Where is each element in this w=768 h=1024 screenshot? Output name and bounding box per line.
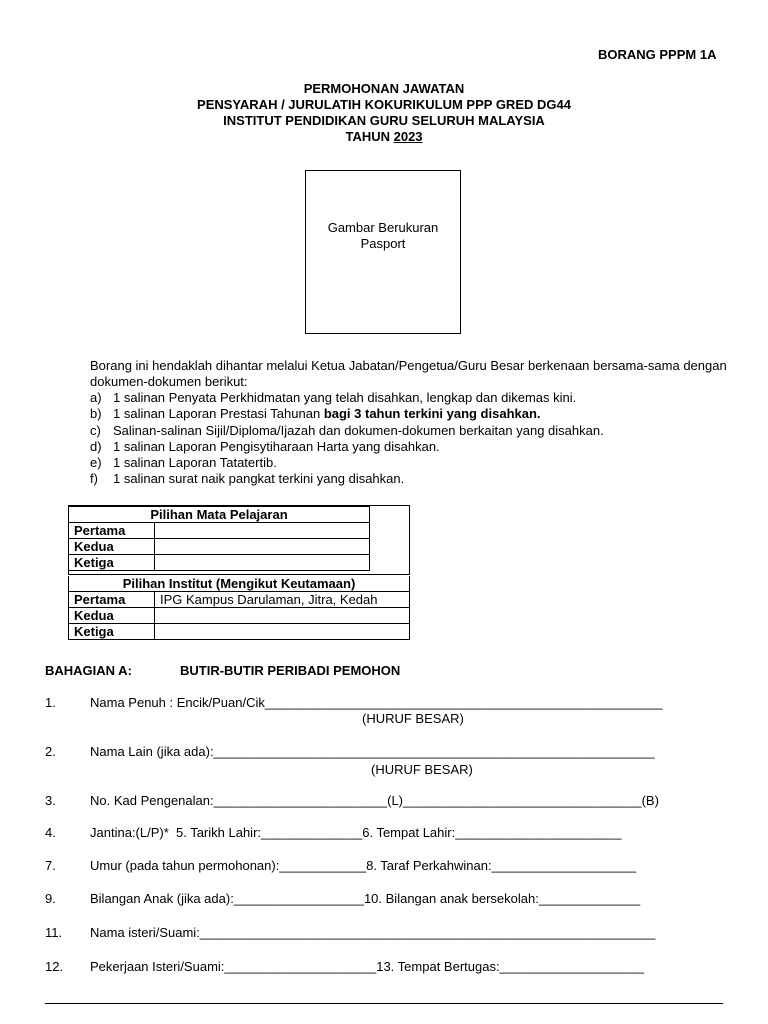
photo-caption-line2: Pasport [360, 236, 406, 251]
subject-choice-1-field[interactable] [155, 523, 370, 539]
section-a-title: BUTIR-BUTIR PERIBADI PEMOHON [180, 663, 401, 678]
institute-table-title: Pilihan Institut (Mengikut Keutamaan) [69, 576, 410, 592]
item-marker: a) [90, 390, 102, 405]
item-text: 1 salinan Laporan Prestasi Tahunan [113, 406, 324, 422]
field-text[interactable]: Umur (pada tahun permohonan):____________8. Taraf Perkahwinan:____________________ [90, 858, 637, 873]
item-text: 1 salinan Penyata Perkhidmatan yang telah disahkan, lengkap dan dikemas kini. [113, 390, 577, 405]
item-text: 1 salinan Laporan Pengisytiharaan Harta yang disahkan. [113, 438, 440, 454]
document-item [90, 423, 730, 439]
field-text[interactable]: Nama isteri/Suami:_______________________________________________________________ [90, 925, 656, 940]
field-text[interactable]: No. Kad Pengenalan:________________________(L)_________________________________(B) [90, 793, 659, 808]
field-number: 4. [45, 825, 56, 840]
table-row [69, 592, 410, 608]
field-number: 1. [45, 695, 56, 710]
header-year [0, 129, 768, 145]
field-text[interactable]: Pekerjaan Isteri/Suami:_____________________13. Tempat Bertugas:____________________ [90, 959, 645, 974]
choice-label: Ketiga [69, 555, 155, 571]
header-position: PENSYARAH / JURULATIH KOKURIKULUM PPP GRED DG44 [197, 97, 571, 112]
field-text[interactable]: Bilangan Anak (jika ada):__________________10. Bilangan anak bersekolah:______________ [90, 891, 641, 906]
field-number: 2. [45, 744, 56, 759]
field-gender-dob-pob[interactable] [45, 824, 725, 842]
field-number: 9. [45, 891, 56, 906]
photo-box-caption [306, 220, 460, 252]
choice-label: Kedua [69, 608, 155, 624]
institute-choice-table [68, 576, 410, 640]
field-number: 11. [45, 925, 63, 940]
subject-table-title: Pilihan Mata Pelajaran [69, 507, 370, 523]
field-age-marital[interactable] [45, 857, 725, 875]
choice-label: Ketiga [69, 624, 155, 640]
field-full-name[interactable] [45, 694, 725, 712]
section-a-label: BAHAGIAN A: [45, 663, 132, 678]
document-item [90, 455, 730, 471]
year-label: TAHUN [345, 129, 394, 144]
item-marker: f) [90, 471, 98, 487]
subject-choice-3-field[interactable] [155, 555, 370, 571]
caps-hint: (HURUF BESAR) [362, 711, 464, 726]
choice-label: Kedua [69, 539, 155, 555]
document-list [90, 390, 730, 488]
subject-choice-2-field[interactable] [155, 539, 370, 555]
field-text[interactable]: Jantina:(L/P)* 5. Tarikh Lahir:______________6. Tempat Lahir:_______________________ [90, 825, 622, 840]
table-row [69, 608, 410, 624]
table-row [69, 523, 370, 539]
field-spouse-job[interactable] [45, 958, 725, 976]
document-item [90, 439, 730, 455]
item-marker: d) [90, 438, 102, 454]
header-title: PERMOHONAN JAWATAN [303, 81, 465, 96]
document-item [90, 390, 730, 406]
field-number: 3. [45, 793, 56, 808]
form-code: BORANG PPPM 1A [598, 47, 717, 62]
field-text[interactable]: Nama Penuh : Encik/Puan/Cik_______________________________________________________ [90, 695, 663, 710]
passport-photo-box[interactable] [305, 170, 461, 334]
document-item [90, 406, 730, 422]
item-marker: c) [90, 422, 101, 438]
caps-hint: (HURUF BESAR) [371, 762, 473, 777]
page-divider [45, 1003, 723, 1004]
choice-label: Pertama [69, 523, 155, 539]
table-row [69, 539, 370, 555]
field-spouse-name[interactable] [45, 924, 725, 942]
institute-choice-1-field[interactable]: IPG Kampus Darulaman, Jitra, Kedah [155, 592, 410, 608]
item-emphasis: bagi 3 tahun terkini yang disahkan. [323, 406, 541, 422]
year-value: 2023 [393, 129, 423, 144]
field-number: 12. [45, 959, 64, 974]
item-text: Salinan-salinan Sijil/Diploma/Ijazah dan dokumen-dokumen berkaitan yang disahkan. [113, 422, 604, 438]
field-children[interactable] [45, 890, 725, 908]
item-text: 1 salinan surat naik pangkat terkini yang disahkan. [113, 471, 405, 487]
institute-choice-2-field[interactable] [155, 608, 410, 624]
header-institution: INSTITUT PENDIDIKAN GURU SELURUH MALAYSIA [223, 113, 545, 128]
table-row [69, 555, 370, 571]
document-item [90, 471, 730, 487]
table-row [69, 624, 410, 640]
subject-choice-table [68, 506, 370, 571]
form-header [0, 81, 768, 145]
item-marker: e) [90, 455, 102, 471]
choice-label: Pertama [69, 592, 155, 608]
item-text: 1 salinan Laporan Tatatertib. [113, 455, 277, 471]
item-marker: b) [90, 406, 102, 422]
field-other-name[interactable] [45, 743, 725, 761]
field-text[interactable]: Nama Lain (jika ada):_____________________________________________________________ [90, 744, 655, 759]
intro-paragraph: Borang ini hendaklah dihantar melalui Ketua Jabatan/Pengetua/Guru Besar berkenaan bersama-sama dengan dokumen-dokumen berikut: [90, 358, 727, 389]
field-number: 7. [45, 858, 56, 873]
photo-caption-line1: Gambar Berukuran [327, 220, 439, 235]
institute-choice-3-field[interactable] [155, 624, 410, 640]
field-ic-number[interactable] [45, 792, 725, 810]
